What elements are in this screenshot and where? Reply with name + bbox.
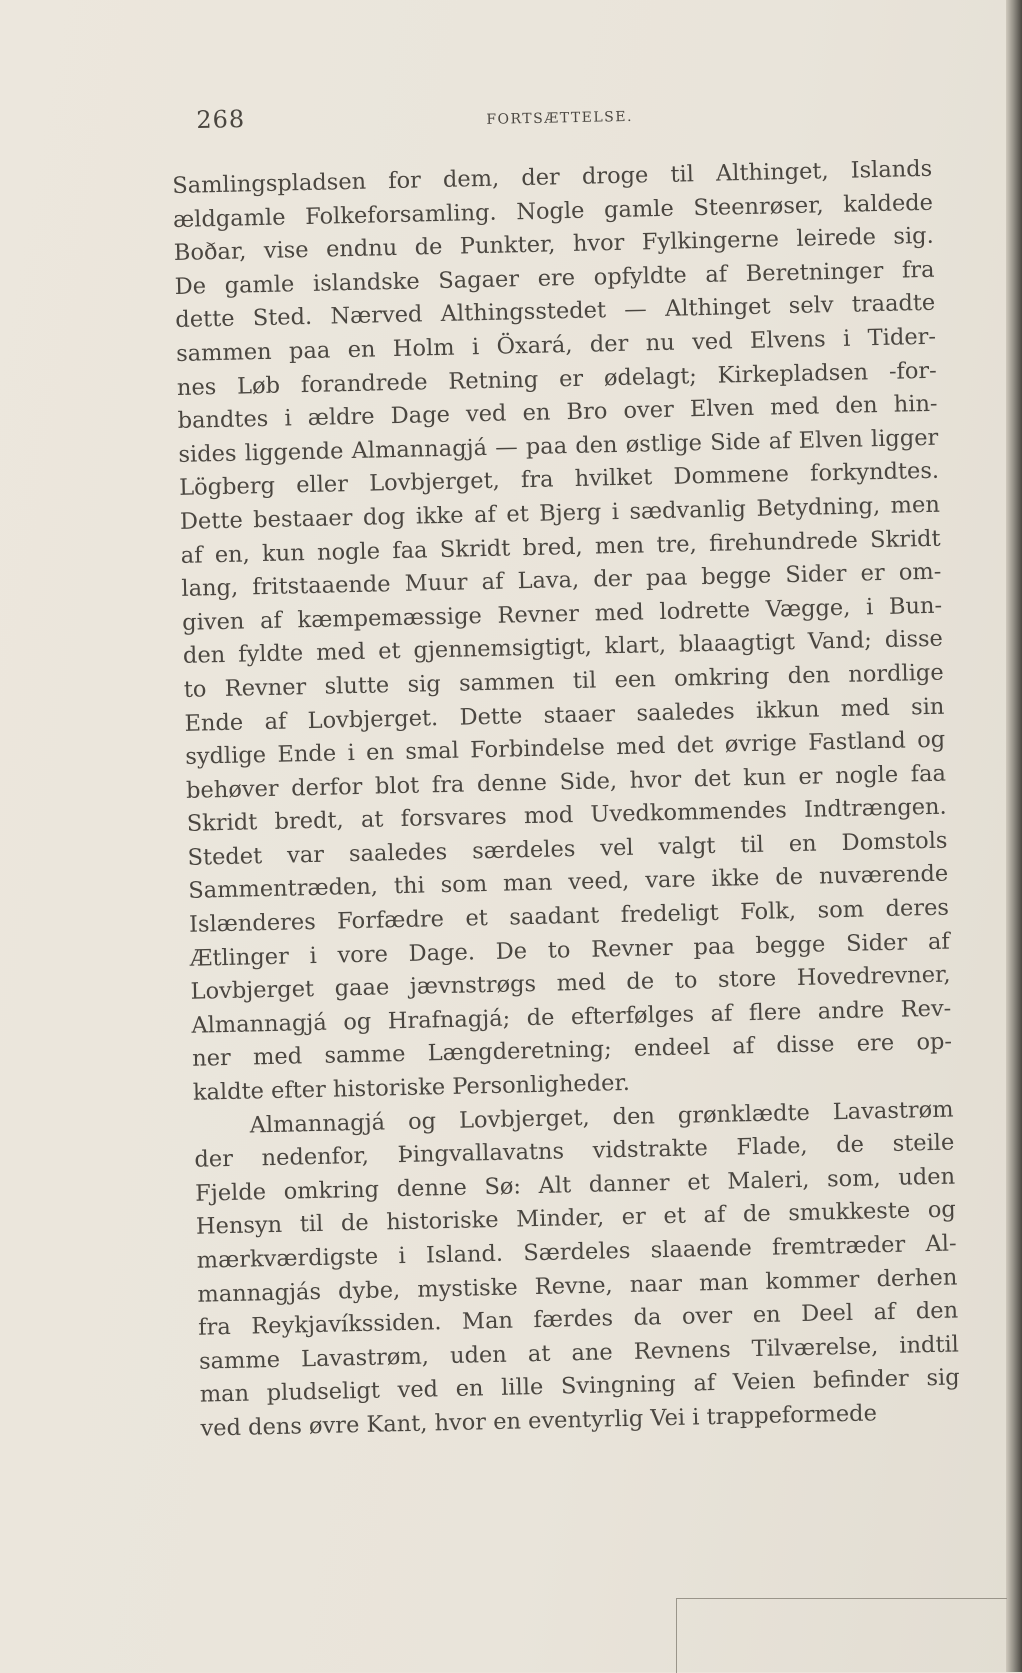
text-line: lang, fritstaaende Muur af Lava, der paa begge Sider er om- [181,558,942,603]
text-line: Skridt bredt, at forsvares mod Uvedkommendes Indtrængen. [186,793,947,838]
text-line: mærkværdigste i Island. Særdeles slaaende fremtræder Al- [196,1230,957,1274]
text-line: ældgamle Folkeforsamling. Nogle gamle Steenrøser, kaldede [172,189,934,233]
text-line: kaldte efter historiske Personligheder. [192,1069,631,1106]
text-line: De gamle islandske Sagaer ere opfyldte af Beretninger fra [174,256,935,300]
text-line: Boðar, vise endnu de Punkter, hvor Fylkingerne leirede sig. [173,222,934,267]
text-line: sammen paa en Holm i Öxará, der nu ved Elvens i Tider- [175,323,937,367]
text-line: nes Løb forandrede Retning er ødelagt; Kirkepladsen -for- [176,357,938,401]
text-line: dette Sted. Nærved Althingsstedet — Althinget selv traadte [175,290,936,334]
text-line: Hensyn til de historiske Minder, er et af de smukkeste og [195,1196,957,1241]
text-line: Dette bestaaer dog ikke af et Bjerg i sædvanlig Betydning, men [179,491,941,535]
text-line: der nedenfor, Þingvallavatns vidstrakte Flade, de steile [194,1129,955,1173]
text-line: Stedet var saaledes særdeles vel valgt til en Domstols [187,827,948,871]
text-line: Almannagjá og Hrafnagjá; de efterfølges af flere andre Rev- [191,995,952,1039]
text-line: Ætlinger i vore Dage. De to Revner paa begge Sider af [189,928,950,972]
corner-frame-mark [676,1598,1007,1673]
text-line: den fyldte med et gjennemsigtigt, klart, blaaagtigt Vand; disse [182,625,944,670]
text-line: af en, kun nogle faa Skridt bred, men tre, firehundrede Skridt [180,525,941,569]
text-line: fra Reykjavíkssiden. Man færdes da over en Deel af den [197,1297,959,1341]
text-line: bandtes i ældre Dage ved en Bro over Elven med den hin- [177,390,938,435]
paragraph [172,153,953,1111]
text-line: Lovbjerget gaae jævnstrøgs med de to store Hovedrevner, [190,961,951,1006]
text-line: ved dens øvre Kant, hvor en eventyrlig Vei i trappeformede [200,1400,878,1442]
text-line: Almannagjá og Lovbjerget, den grønklædte Lavastrøm [249,1096,954,1139]
text-line: behøver derfor blot fra denne Side, hvor det kun er nogle faa [185,760,947,804]
text-line: sides liggende Almannagjá — paa den østlige Side af Elven ligger [178,424,939,468]
text-line: man pludseligt ved en lille Svingning af Veien befinder sig [199,1364,960,1409]
page-number: 268 [196,104,246,134]
text-line: Lögberg eller Lovbjerget, fra hvilket Dommene forkyndtes. [178,458,940,502]
text-line: Islænderes Forfædre et saadant fredeligt Folk, som deres [188,894,950,938]
text-line: given af kæmpemæssige Revner med lodrette Vægge, i Bun- [181,592,943,636]
text-line: Ende af Lovbjerget. Dette staaer saaledes ikkun med sin [184,693,945,737]
text-line: ner med samme Længderetning; endeel af disse ere op- [191,1028,953,1073]
text-line: sydlige Ende i en smal Forbindelse med det øvrige Fastland og [185,726,946,770]
page-edge-shadow [1006,0,1022,1672]
paragraph [193,1093,960,1446]
running-title: FORTSÆTTELSE. [486,108,634,128]
text-line: Fjelde omkring denne Sø: Alt danner et Maleri, som, uden [194,1163,956,1207]
text-line: Sammentræden, thi som man veed, vare ikke de nuværende [188,861,949,905]
text-line: mannagjás dybe, mystiske Revne, naar man kommer derhen [197,1264,958,1308]
text-line: to Revner slutte sig sammen til een omkring den nordlige [183,659,944,703]
text-line: samme Lavastrøm, uden at ane Revnens Tilværelse, indtil [198,1331,960,1375]
body-text [172,153,961,1446]
text-line: Samlingspladsen for dem, der droge til Althinget, Islands [172,155,933,199]
